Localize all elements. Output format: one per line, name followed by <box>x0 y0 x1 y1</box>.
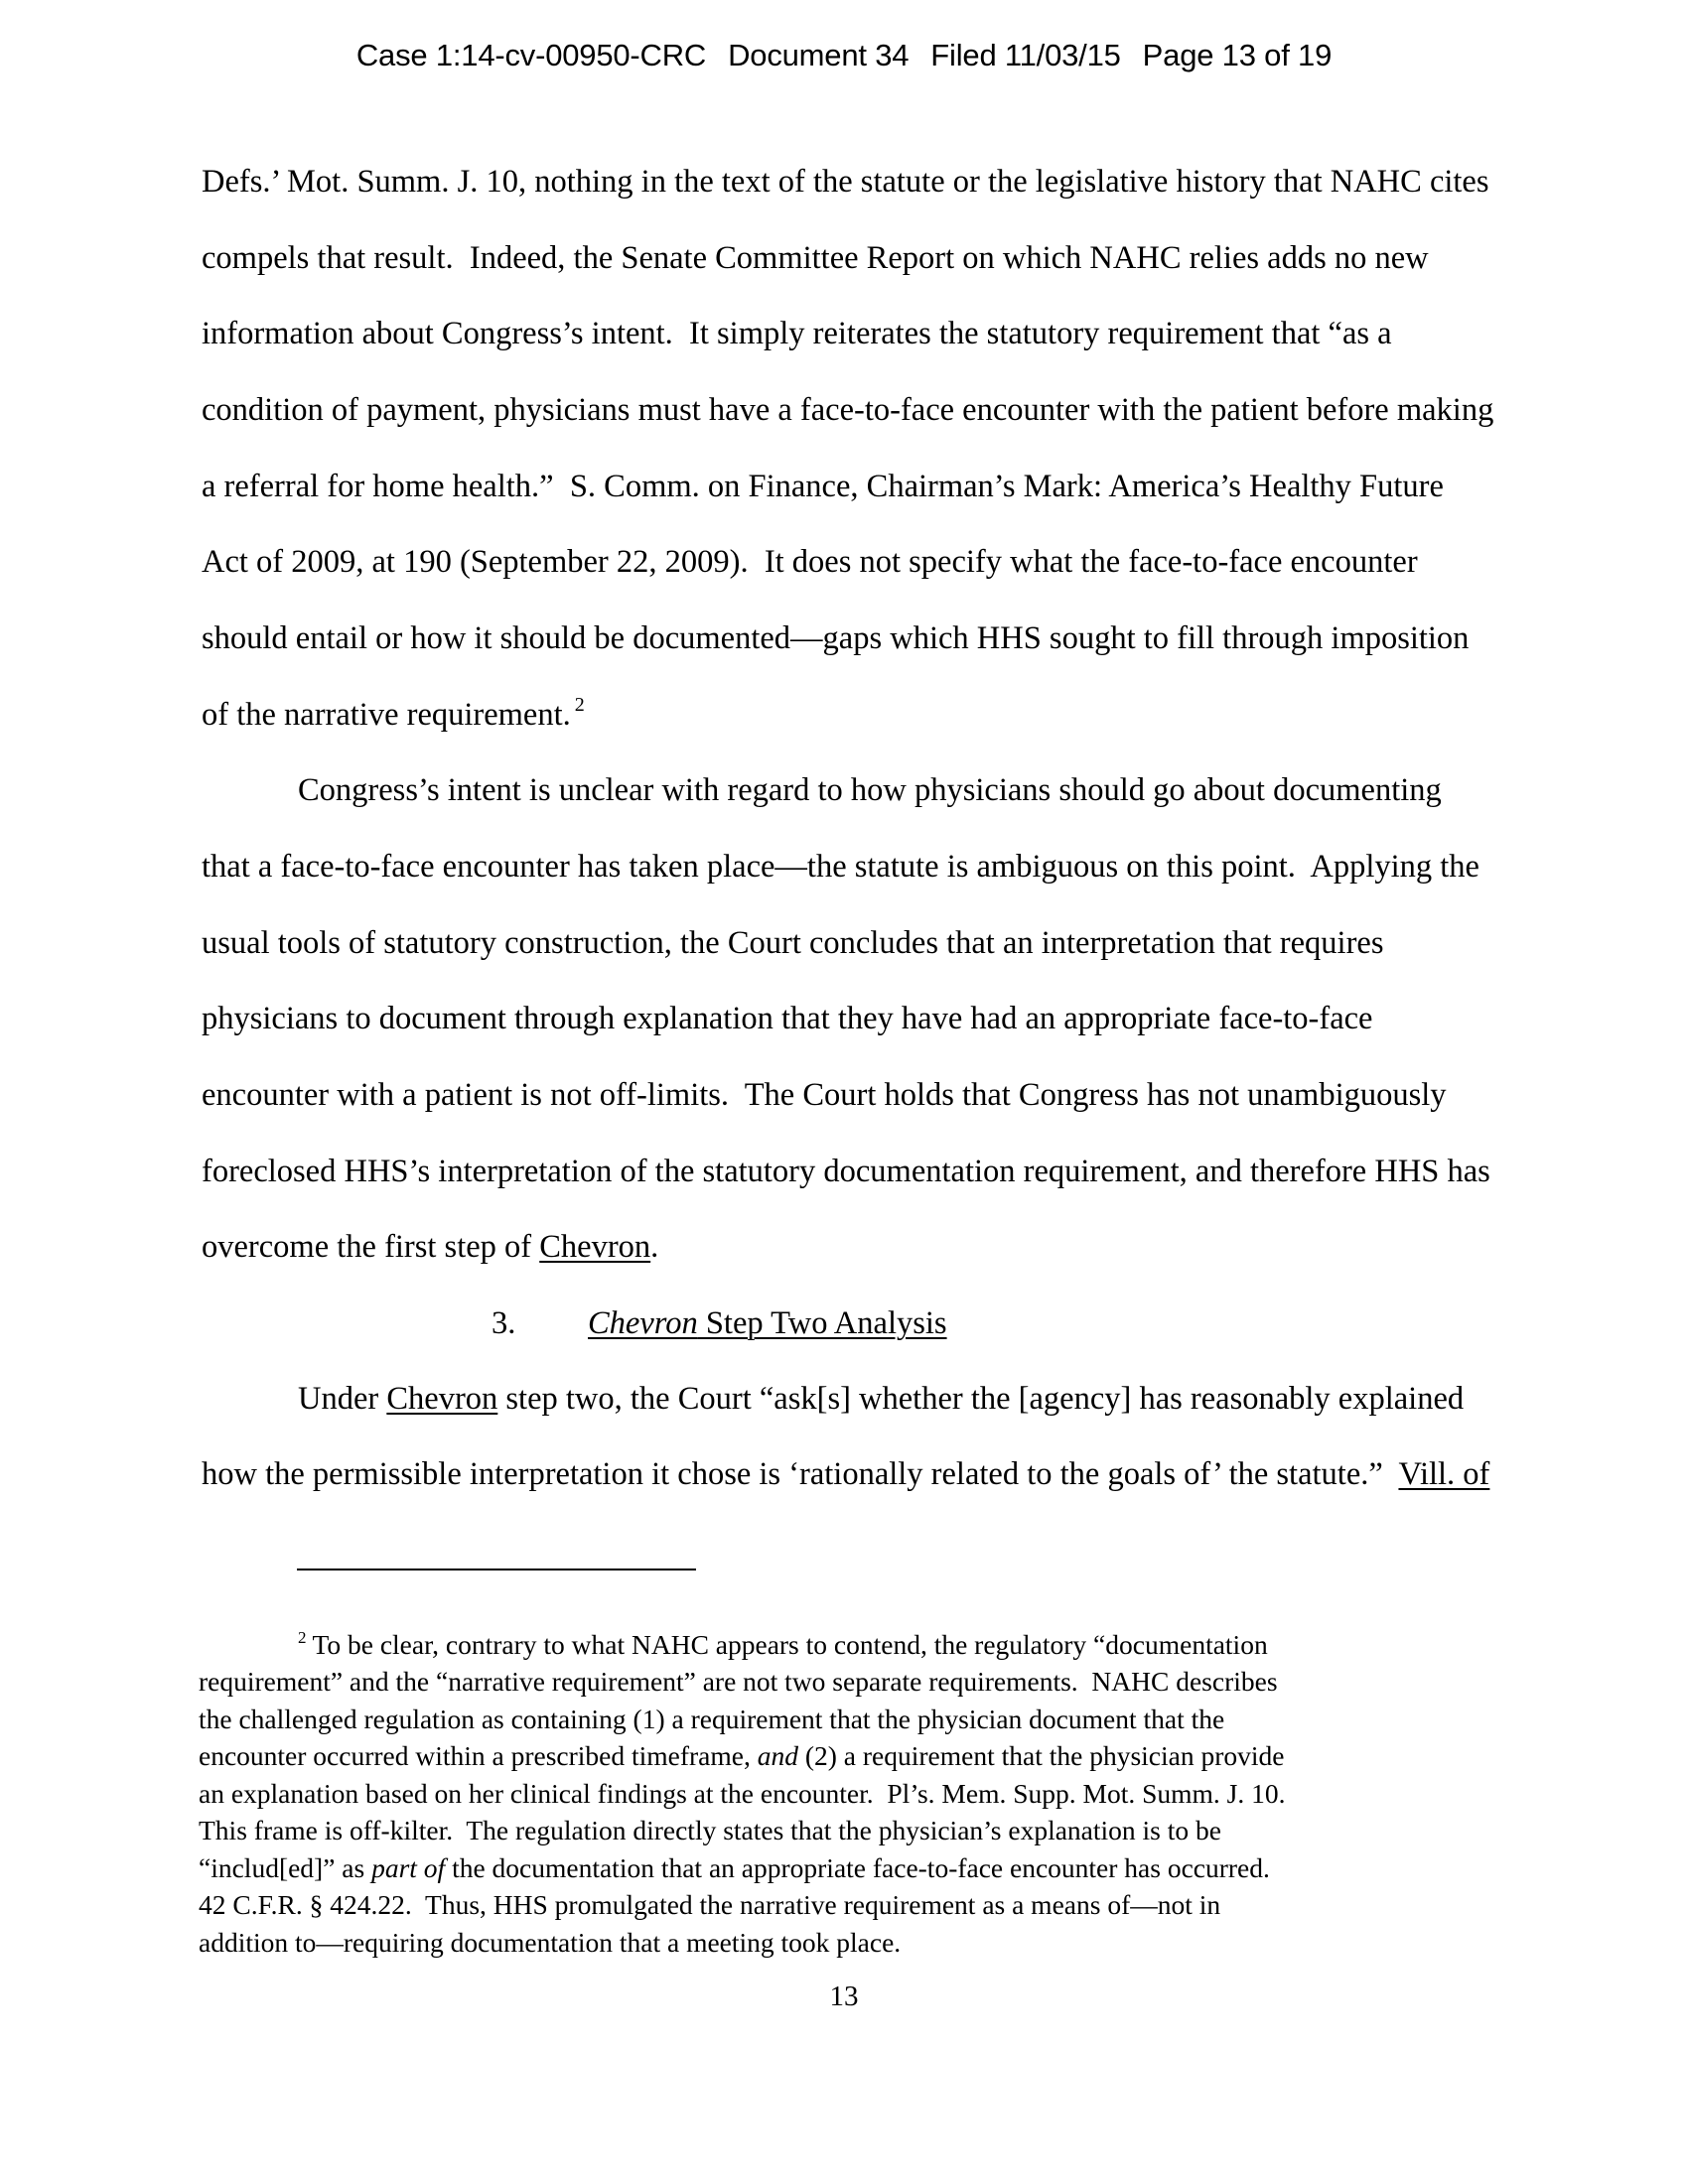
body-text: overcome the first step of <box>202 1229 540 1265</box>
footnote-line: an explanation based on her clinical findings at the encounter. Pl’s. Mem. Supp. Mot. Summ. J. 10. <box>199 1778 1286 1809</box>
body-line <box>202 1454 1489 1494</box>
case-number: Case 1:14-cv-00950-CRC <box>355 38 707 72</box>
footnote-number: 2 <box>298 1628 307 1647</box>
body-line: should entail or how it should be documented—gaps which HHS sought to fill through imposition <box>202 620 1470 656</box>
body-line <box>202 695 585 735</box>
footnote-line: addition to—requiring documentation that a meeting took place. <box>199 1927 902 1958</box>
body-line: Congress’s intent is unclear with regard to how physicians should go about documenting <box>298 772 1442 808</box>
body-text: how the permissible interpretation it chose is ‘rationally related to the goals of’ the statute.” <box>202 1456 1399 1492</box>
heading-italic: Chevron <box>588 1305 698 1341</box>
footnote-line <box>298 1628 1268 1662</box>
footnote-line: This frame is off-kilter. The regulation directly states that the physician’s explanation is to be <box>199 1815 1221 1845</box>
body-line: condition of payment, physicians must have a face-to-face encounter with the patient before making <box>202 392 1494 428</box>
footnote-line: 42 C.F.R. § 424.22. Thus, HHS promulgated the narrative requirement as a means of—not in <box>199 1889 1221 1920</box>
footnote-line: the challenged regulation as containing (1) a requirement that the physician document that the <box>199 1704 1225 1734</box>
footnote-text: “includ[ed]” as <box>199 1852 372 1883</box>
case-citation-chevron: Chevron <box>539 1229 651 1265</box>
footnote-text: To be clear, contrary to what NAHC appears to contend, the regulatory “documentation <box>312 1629 1268 1660</box>
body-line: information about Congress’s intent. It simply reiterates the statutory requirement that “as a <box>202 316 1392 351</box>
page-indicator: Page 13 of 19 <box>1142 38 1333 72</box>
body-line: compels that result. Indeed, the Senate Committee Report on which NAHC relies adds no new <box>202 240 1429 276</box>
body-text: of the narrative requirement. <box>202 697 571 733</box>
body-line: Act of 2009, at 190 (September 22, 2009). It does not specify what the face-to-face encounter <box>202 544 1418 580</box>
footnote-text: the documentation that an appropriate face-to-face encounter has occurred. <box>445 1852 1270 1883</box>
case-citation-village: Vill. of <box>1398 1456 1490 1492</box>
heading-rest: Step Two Analysis <box>697 1305 947 1341</box>
body-line: foreclosed HHS’s interpretation of the statutory documentation requirement, and therefore HHS has <box>202 1154 1490 1189</box>
body-line: that a face-to-face encounter has taken place—the statute is ambiguous on this point. Applying the <box>202 849 1479 885</box>
body-line: encounter with a patient is not off-limits. The Court holds that Congress has not unambiguously <box>202 1077 1447 1113</box>
footnote-line <box>199 1739 1284 1773</box>
document-number: Document 34 <box>728 38 910 72</box>
body-text: step two, the Court “ask[s] whether the [agency] has reasonably explained <box>497 1381 1465 1417</box>
body-line: Defs.’ Mot. Summ. J. 10, nothing in the text of the statute or the legislative history that NAHC cites <box>202 164 1489 200</box>
case-citation-chevron: Chevron <box>386 1381 498 1417</box>
section-number: 3. <box>492 1305 516 1341</box>
page-number: 13 <box>829 1980 859 2012</box>
body-line: usual tools of statutory construction, the Court concludes that an interpretation that requires <box>202 925 1384 961</box>
body-line <box>298 1379 1464 1419</box>
body-text: Under <box>298 1381 387 1417</box>
footnote-italic: part of <box>371 1852 446 1883</box>
body-line <box>202 1227 658 1267</box>
footnote-separator <box>297 1569 696 1570</box>
body-line: a referral for home health.” S. Comm. on Finance, Chairman’s Mark: America’s Healthy Future <box>202 469 1444 504</box>
section-heading <box>588 1303 947 1343</box>
footnote-text: (2) a requirement that the physician provide <box>797 1740 1285 1771</box>
filed-date: Filed 11/03/15 <box>930 38 1121 72</box>
footnote-text: encounter occurred within a prescribed timeframe, <box>199 1740 758 1771</box>
body-line: physicians to document through explanation that they have had an appropriate face-to-face <box>202 1001 1373 1036</box>
body-text: . <box>650 1229 659 1265</box>
footnote-reference[interactable]: 2 <box>574 694 585 716</box>
footnote-line <box>199 1851 1270 1885</box>
footnote-italic: and <box>757 1740 798 1771</box>
case-header <box>0 38 1688 73</box>
footnote-line: requirement” and the “narrative requirement” are not two separate requirements. NAHC describes <box>199 1666 1278 1697</box>
